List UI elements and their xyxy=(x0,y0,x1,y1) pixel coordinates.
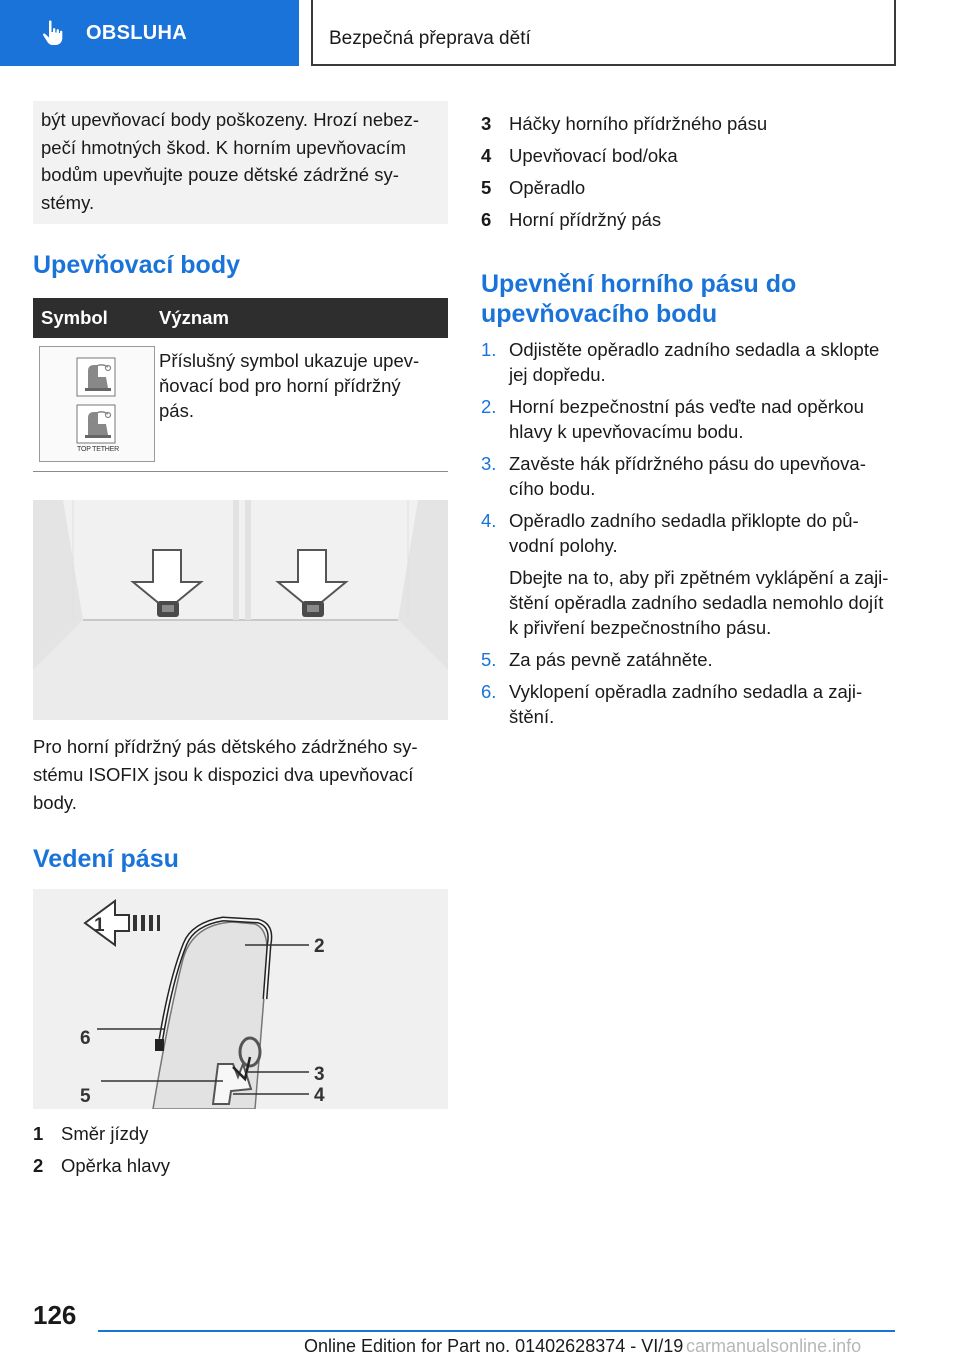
meaning-line: ňovací bod pro horní přídržný xyxy=(159,375,401,396)
legend-text: Opěrka hlavy xyxy=(61,1155,170,1176)
step-number: 4. xyxy=(481,510,497,531)
step-item xyxy=(481,394,901,444)
symbol-caption: TOP TETHER xyxy=(77,446,119,453)
warning-line: být upevňovací body poškozeny. Hrozí nebez- xyxy=(41,109,420,130)
step-item xyxy=(481,451,901,501)
step-item xyxy=(481,647,901,672)
section-tab[interactable] xyxy=(0,0,299,66)
step-note xyxy=(509,565,901,640)
step-line: jej dopředu. xyxy=(509,364,606,385)
paragraph-line: body. xyxy=(33,792,77,813)
symbol-meaning xyxy=(159,348,444,423)
heading-belt-routing: Vedení pásu xyxy=(33,845,179,873)
legend-item xyxy=(481,177,585,199)
note-line: k přivření bezpečnostního pásu. xyxy=(509,617,772,638)
legend-num: 1 xyxy=(33,1123,44,1144)
step-line: Zavěste hák přídržného pásu do upevňova- xyxy=(509,453,866,474)
heading-anchor-points: Upevňovací body xyxy=(33,251,240,279)
warning-line: stémy. xyxy=(41,191,95,213)
legend-num: 2 xyxy=(33,1155,44,1176)
callout-4: 4 xyxy=(314,1085,325,1106)
step-number: 3. xyxy=(481,453,497,474)
heading-attach-belt xyxy=(481,269,796,329)
legend-text: Upevňovací bod/oka xyxy=(509,145,678,166)
warning-box xyxy=(33,101,448,224)
legend-num: 5 xyxy=(481,177,492,198)
edition-text: Online Edition for Part no. 01402628374 - VI/19 xyxy=(304,1336,684,1356)
callout-2: 2 xyxy=(314,936,325,957)
legend-num: 3 xyxy=(481,113,492,134)
attach-steps-list xyxy=(481,337,901,736)
step-item xyxy=(481,337,901,387)
legend-text: Háčky horního přídržného pásu xyxy=(509,113,768,134)
step-line: Opěradlo zadního sedadla přiklopte do pů- xyxy=(509,510,859,531)
headrest-tether-illustration xyxy=(33,889,448,1109)
warning-line: bodům upevňujte pouze dětské zádržné sy- xyxy=(41,164,399,185)
heading-line: Upevnění horního pásu do xyxy=(481,270,797,298)
chapter-title: Bezpečná přeprava dětí xyxy=(329,28,531,49)
heading-line: upevňovacího bodu xyxy=(481,300,718,328)
warning-line: pečí hmotných škod. K horním upevňovacím xyxy=(41,136,407,158)
step-line: cího bodu. xyxy=(509,478,596,499)
section-label: OBSLUHA xyxy=(86,21,187,44)
step-item xyxy=(481,508,901,558)
step-number: 5. xyxy=(481,649,497,670)
legend-num: 4 xyxy=(481,145,492,166)
watermark: carmanualsonline.info xyxy=(686,1336,862,1356)
top-tether-symbol xyxy=(39,346,155,462)
step-line: štění. xyxy=(509,706,555,727)
legend-item xyxy=(33,1123,148,1145)
page-number: 126 xyxy=(33,1300,77,1330)
col-symbol-header: Symbol xyxy=(41,307,108,328)
step-number: 1. xyxy=(481,339,497,360)
chapter-title-box xyxy=(311,0,896,66)
symbol-table xyxy=(33,298,448,472)
step-line: Horní bezpečnostní pás veďte nad opěrkou xyxy=(509,396,864,417)
legend-item xyxy=(33,1155,170,1177)
legend-text: Horní přídržný pás xyxy=(509,209,662,230)
meaning-line: Příslušný symbol ukazuje upev- xyxy=(159,350,420,371)
paragraph-line: stému ISOFIX jsou k dispozici dva upevňovací xyxy=(33,764,414,785)
step-line: hlavy k upevňovacímu bodu. xyxy=(509,421,744,442)
anchor-points-paragraph xyxy=(33,733,448,817)
legend-item xyxy=(481,145,678,167)
step-line: Vyklopení opěradla zadního sedadla a zaji- xyxy=(509,681,863,702)
step-number: 6. xyxy=(481,681,497,702)
step-item xyxy=(481,679,901,729)
legend-num: 6 xyxy=(481,209,492,230)
callout-5: 5 xyxy=(80,1086,91,1107)
callout-3: 3 xyxy=(314,1064,325,1085)
legend-text: Opěradlo xyxy=(509,177,586,198)
paragraph-line: Pro horní přídržný pás dětského zádržného sy- xyxy=(33,736,418,757)
legend-item xyxy=(481,113,767,135)
legend-item xyxy=(481,209,661,231)
step-number: 2. xyxy=(481,396,497,417)
step-line: Odjistěte opěradlo zadního sedadla a sklopte xyxy=(509,339,880,360)
touch-hand-icon xyxy=(40,19,66,47)
belt-routing-figure xyxy=(33,889,448,1109)
footer-divider xyxy=(98,1330,895,1332)
meaning-line: pás. xyxy=(159,400,194,421)
callout-1: 1 xyxy=(94,915,105,936)
anchor-points-figure xyxy=(33,500,448,720)
step-line: Za pás pevně zatáhněte. xyxy=(509,649,713,670)
callout-6: 6 xyxy=(80,1028,91,1049)
legend-text: Směr jízdy xyxy=(61,1123,149,1144)
symbol-table-row xyxy=(33,338,448,472)
col-meaning-header: Význam xyxy=(159,307,229,328)
symbol-table-header xyxy=(33,298,448,338)
note-line: Dbejte na to, aby při zpětném vyklápění a zaji- xyxy=(509,567,889,588)
step-line: vodní polohy. xyxy=(509,535,618,556)
note-line: štění opěradla zadního sedadla nemohlo dojít xyxy=(509,592,884,613)
cargo-anchor-illustration xyxy=(33,500,448,720)
